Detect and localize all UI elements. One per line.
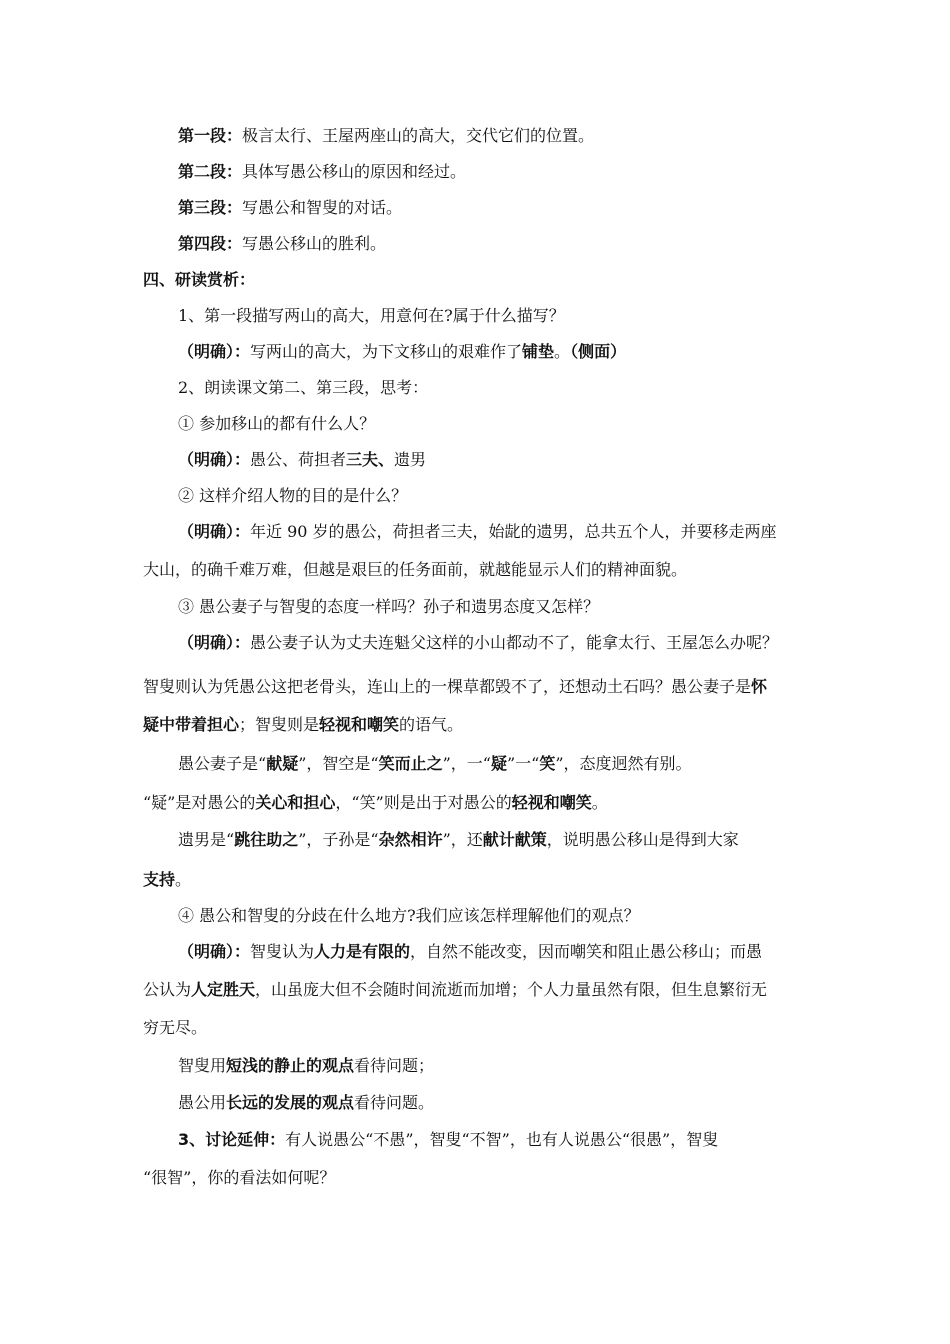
bold-text: 第二段 — [178, 162, 227, 181]
text-span: 写两山的高大，为下文移山的艰难作了 — [250, 342, 523, 361]
bold-text: 三夫、 — [346, 450, 395, 469]
text-span: ；智叟则是 — [239, 715, 320, 734]
text-line — [143, 560, 687, 580]
text-line — [178, 830, 739, 850]
text-span: ”一“ — [506, 754, 540, 773]
text-line — [178, 1093, 434, 1113]
text-span: 。 — [554, 342, 571, 361]
bold-text: 献计献策 — [482, 830, 547, 849]
text-span: 极言太行、王屋两座山的高大，交代它们的位置。 — [242, 126, 595, 145]
text-line — [178, 906, 640, 926]
text-span: ④ 愚公和智叟的分歧在什么地方?我们应该怎样理解他们的观点？ — [178, 906, 640, 925]
bold-text: 第一段 — [178, 126, 227, 145]
text-span: 1、第一段描写两山的高大，用意何在?属于什么描写？ — [178, 306, 565, 325]
text-span: 公认为 — [143, 980, 192, 999]
bold-text: 人定胜天 — [191, 980, 256, 999]
text-line — [178, 126, 594, 146]
text-line — [143, 715, 463, 735]
text-span: 遗男是“ — [178, 830, 235, 849]
text-span: 愚公用 — [178, 1093, 227, 1112]
text-line — [143, 870, 191, 890]
text-line — [178, 522, 777, 542]
text-line — [143, 677, 767, 697]
text-line — [178, 198, 402, 218]
bold-text: （明确）： — [178, 522, 251, 541]
text-span: 。 — [591, 793, 608, 812]
text-span: 大山，的确千难万难，但越是艰巨的任务面前，就越能显示人们的精神面貌。 — [143, 560, 688, 579]
bold-text: ： — [226, 234, 243, 253]
bold-text: 支持 — [143, 870, 176, 889]
text-span: 写愚公和智叟的对话。 — [242, 198, 403, 217]
text-span: ② 这样介绍人物的目的是什么？ — [178, 486, 408, 505]
text-line — [178, 450, 426, 470]
text-line — [178, 754, 692, 774]
text-span: ，自然不能改变，因而嘲笑和阻止愚公移山；而愚 — [410, 942, 763, 961]
text-span: 智叟则认为凭愚公这把老骨头，连山上的一棵草都毁不了，还想动土石吗？愚公妻子是 — [143, 677, 752, 696]
bold-text: ： — [226, 198, 243, 217]
bold-text: 人力是有限的 — [314, 942, 411, 961]
bold-text: 跳往助之 — [234, 830, 299, 849]
bold-text: 长远的发展的观点 — [226, 1093, 355, 1112]
text-line — [178, 486, 407, 506]
text-span: 智叟认为 — [250, 942, 315, 961]
text-span: ③ 愚公妻子与智叟的态度一样吗？孙子和遗男态度又怎样？ — [178, 597, 600, 616]
bold-text: 四、研读赏析： — [143, 270, 256, 289]
text-span: 看待问题。 — [354, 1093, 435, 1112]
bold-text: 短浅的静止的观点 — [226, 1056, 355, 1075]
text-line — [178, 306, 565, 326]
bold-text: 疑 — [490, 754, 507, 773]
text-line — [178, 342, 626, 362]
text-span: ”，态度迥然有别。 — [555, 754, 692, 773]
text-span: 的语气。 — [399, 715, 464, 734]
text-line — [178, 234, 386, 254]
text-span: 看待问题； — [354, 1056, 435, 1075]
bold-text: 关心和担心 — [255, 793, 336, 812]
bold-text: 怀 — [751, 677, 768, 696]
text-span: 。 — [175, 870, 192, 889]
text-line — [178, 162, 466, 182]
text-line — [143, 270, 255, 290]
text-span: “很智”，你的看法如何呢？ — [143, 1168, 336, 1187]
bold-text: （侧面） — [570, 342, 627, 361]
text-span: ，山虽庞大但不会随时间流逝而加增；个人力量虽然有限，但生息繁衍无 — [255, 980, 768, 999]
bold-text: 3、讨论延伸： — [178, 1130, 286, 1149]
text-span: 具体写愚公移山的原因和经过。 — [242, 162, 467, 181]
bold-text: 笑 — [539, 754, 556, 773]
text-line — [178, 633, 778, 653]
bold-text: 献疑 — [266, 754, 299, 773]
bold-text: 铺垫 — [522, 342, 555, 361]
text-span: 写愚公移山的胜利。 — [242, 234, 387, 253]
bold-text: 疑中带着担心 — [143, 715, 240, 734]
text-span: 年近 90 岁的愚公，荷担者三夫，始龀的遗男，总共五个人，并要移走两座 — [250, 522, 777, 541]
text-span: 愚公妻子认为丈夫连魁父这样的小山都动不了，能拿太行、王屋怎么办呢？ — [250, 633, 779, 652]
text-line — [143, 980, 767, 1000]
bold-text: （明确）： — [178, 450, 251, 469]
bold-text: ： — [226, 162, 243, 181]
text-span: ”，智空是“ — [298, 754, 379, 773]
text-line — [178, 942, 762, 962]
text-line — [178, 1056, 434, 1076]
bold-text: 轻视和嘲笑 — [319, 715, 400, 734]
text-line — [178, 1130, 718, 1150]
text-span: 智叟用 — [178, 1056, 227, 1075]
text-line — [178, 414, 375, 434]
text-span: 愚公妻子是“ — [178, 754, 267, 773]
text-span: “疑”是对愚公的 — [143, 793, 256, 812]
text-span: 愚公、荷担者 — [250, 450, 347, 469]
bold-text: 第三段 — [178, 198, 227, 217]
bold-text: 笑而止之 — [378, 754, 443, 773]
text-span: 穷无尽。 — [143, 1018, 208, 1037]
text-span: 遗男 — [394, 450, 427, 469]
text-line — [178, 597, 599, 617]
text-line — [143, 1168, 335, 1188]
text-span: ，说明愚公移山是得到大家 — [546, 830, 739, 849]
bold-text: （明确）： — [178, 633, 251, 652]
text-span: ① 参加移山的都有什么人？ — [178, 414, 376, 433]
text-span: ，“笑”则是出于对愚公的 — [335, 793, 512, 812]
text-span: ”，子孙是“ — [298, 830, 379, 849]
bold-text: 第四段 — [178, 234, 227, 253]
text-line — [143, 793, 608, 813]
text-span: ”，一“ — [442, 754, 491, 773]
bold-text: ： — [226, 126, 243, 145]
bold-text: 杂然相许 — [378, 830, 443, 849]
text-span: ”，还 — [442, 830, 483, 849]
bold-text: （明确）： — [178, 342, 251, 361]
text-span: 2、朗读课文第二、第三段，思考： — [178, 378, 429, 397]
text-line — [178, 378, 428, 398]
text-line — [143, 1018, 207, 1038]
text-span: 有人说愚公“不愚”，智叟“不智”，也有人说愚公“很愚”，智叟 — [285, 1130, 719, 1149]
bold-text: （明确）： — [178, 942, 251, 961]
bold-text: 轻视和嘲笑 — [511, 793, 592, 812]
